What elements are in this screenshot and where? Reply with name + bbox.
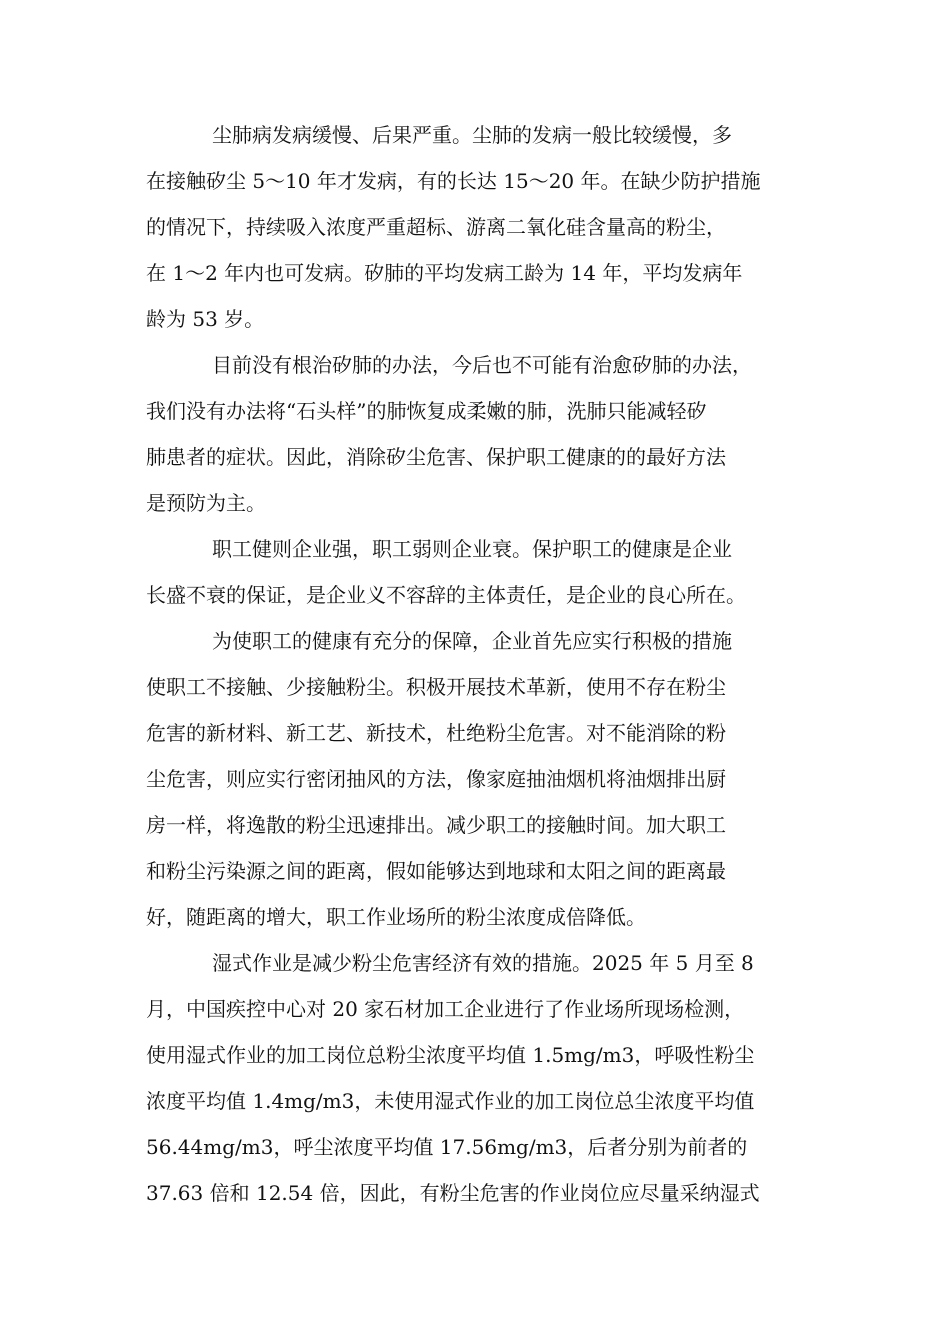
paragraph-4 [146,618,822,940]
paragraph-line: 是预防为主。 [146,491,266,515]
paragraph-line: 肺患者的症状。因此，消除矽尘危害、保护职工健康的的最好方法 [146,445,726,469]
paragraph-line: 湿式作业是减少粉尘危害经济有效的措施。2025 年 5 月至 8 [212,951,754,975]
document-body [146,112,822,1216]
paragraph-line: 在 1～2 年内也可发病。矽肺的平均发病工龄为 14 年，平均发病年 [146,261,743,285]
paragraph-line: 使职工不接触、少接触粉尘。积极开展技术革新，使用不存在粉尘 [146,675,726,699]
paragraph-line: 长盛不衰的保证，是企业义不容辞的主体责任，是企业的良心所在。 [146,583,746,607]
paragraph-line: 为使职工的健康有充分的保障，企业首先应实行积极的措施 [212,629,732,653]
paragraph-line: 职工健则企业强，职工弱则企业衰。保护职工的健康是企业 [212,537,732,561]
paragraph-line: 浓度平均值 1.4mg/m3，未使用湿式作业的加工岗位总尘浓度平均值 [146,1089,755,1113]
paragraph-line: 危害的新材料、新工艺、新技术，杜绝粉尘危害。对不能消除的粉 [146,721,726,745]
paragraph-line: 龄为 53 岁。 [146,307,265,331]
paragraph-line: 尘危害，则应实行密闭抽风的方法，像家庭抽油烟机将油烟排出厨 [146,767,726,791]
paragraph-5 [146,940,822,1216]
paragraph-line: 的情况下，持续吸入浓度严重超标、游离二氧化硅含量高的粉尘， [146,215,726,239]
paragraph-line: 月，中国疾控中心对 20 家石材加工企业进行了作业场所现场检测， [146,997,745,1021]
paragraph-line: 目前没有根治矽肺的办法，今后也不可能有治愈矽肺的办法， [212,353,752,377]
paragraph-line: 37.63 倍和 12.54 倍，因此，有粉尘危害的作业岗位应尽量采纳湿式 [146,1181,760,1205]
paragraph-3 [146,526,822,618]
paragraph-line: 56.44mg/m3，呼尘浓度平均值 17.56mg/m3，后者分别为前者的 [146,1135,748,1159]
paragraph-2 [146,342,822,526]
paragraph-line: 房一样，将逸散的粉尘迅速排出。减少职工的接触时间。加大职工 [146,813,726,837]
paragraph-line: 和粉尘污染源之间的距离，假如能够达到地球和太阳之间的距离最 [146,859,726,883]
paragraph-line: 好，随距离的增大，职工作业场所的粉尘浓度成倍降低。 [146,905,646,929]
paragraph-line: 尘肺病发病缓慢、后果严重。尘肺的发病一般比较缓慢，多 [212,123,732,147]
paragraph-line: 使用湿式作业的加工岗位总粉尘浓度平均值 1.5mg/m3，呼吸性粉尘 [146,1043,755,1067]
paragraph-1 [146,112,822,342]
paragraph-line: 在接触矽尘 5～10 年才发病，有的长达 15～20 年。在缺少防护措施 [146,169,761,193]
paragraph-line: 我们没有办法将“石头样”的肺恢复成柔嫩的肺，洗肺只能减轻矽 [146,399,707,423]
